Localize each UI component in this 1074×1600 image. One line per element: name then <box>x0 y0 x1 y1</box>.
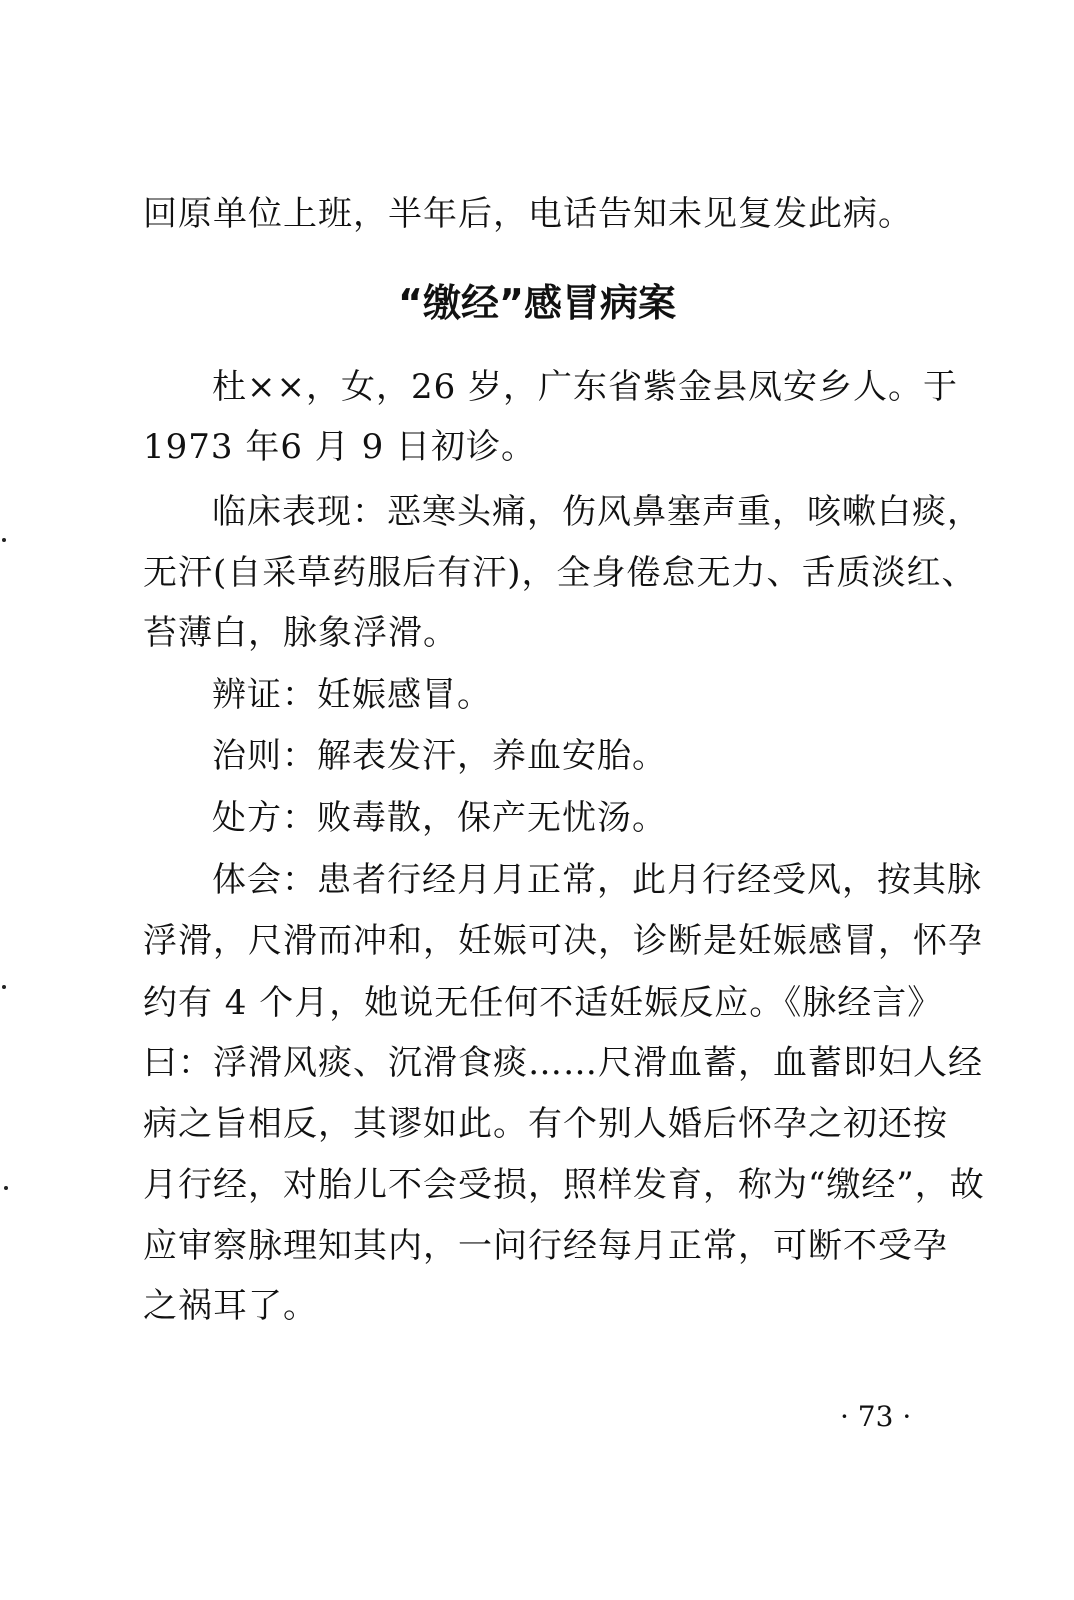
scan-speck <box>4 1186 8 1190</box>
text-line: 月行经，对胎儿不会受损，照样发育，称为“缴经”，故 <box>143 1165 985 1205</box>
text-line: 辨证：妊娠感冒。 <box>212 675 492 715</box>
text-line: 临床表现：恶寒头痛，伤风鼻塞声重，咳嗽白痰， <box>212 492 982 532</box>
text-line: 无汗(自采草药服后有汗)，全身倦怠无力、舌质淡红、 <box>143 553 977 593</box>
text-line: 曰：浮滑风痰、沉滑食痰……尺滑血蓄，血蓄即妇人经 <box>143 1043 983 1083</box>
text-line: 体会：患者行经月月正常，此月行经受风，按其脉 <box>212 860 982 900</box>
text-line: 治则：解表发汗，养血安胎。 <box>212 736 667 776</box>
text-line: 约有 4 个月，她说无任何不适妊娠反应。《脉经言》 <box>143 983 943 1023</box>
text-line: 应审察脉理知其内，一问行经每月正常，可断不受孕 <box>143 1226 948 1266</box>
text-line: 处方：败毒散，保产无忧汤。 <box>212 798 667 838</box>
text-line: 浮滑，尺滑而冲和，妊娠可决，诊断是妊娠感冒，怀孕 <box>143 921 983 961</box>
scan-speck <box>2 985 6 989</box>
text-line: 苔薄白，脉象浮滑。 <box>143 613 458 653</box>
scan-speck <box>2 538 6 542</box>
text-line: 杜××，女，26 岁，广东省紫金县凤安乡人。于 <box>212 367 959 407</box>
section-heading: “缴经”感冒病案 <box>398 281 676 325</box>
text-line: 病之旨相反，其谬如此。有个别人婚后怀孕之初还按 <box>143 1104 948 1144</box>
page-number: · 73 · <box>840 1400 912 1433</box>
text-line-continuation: 回原单位上班，半年后，电话告知未见复发此病。 <box>143 194 913 234</box>
text-line: 之祸耳了。 <box>143 1286 318 1326</box>
text-line: 1973 年6 月 9 日初诊。 <box>143 427 537 467</box>
